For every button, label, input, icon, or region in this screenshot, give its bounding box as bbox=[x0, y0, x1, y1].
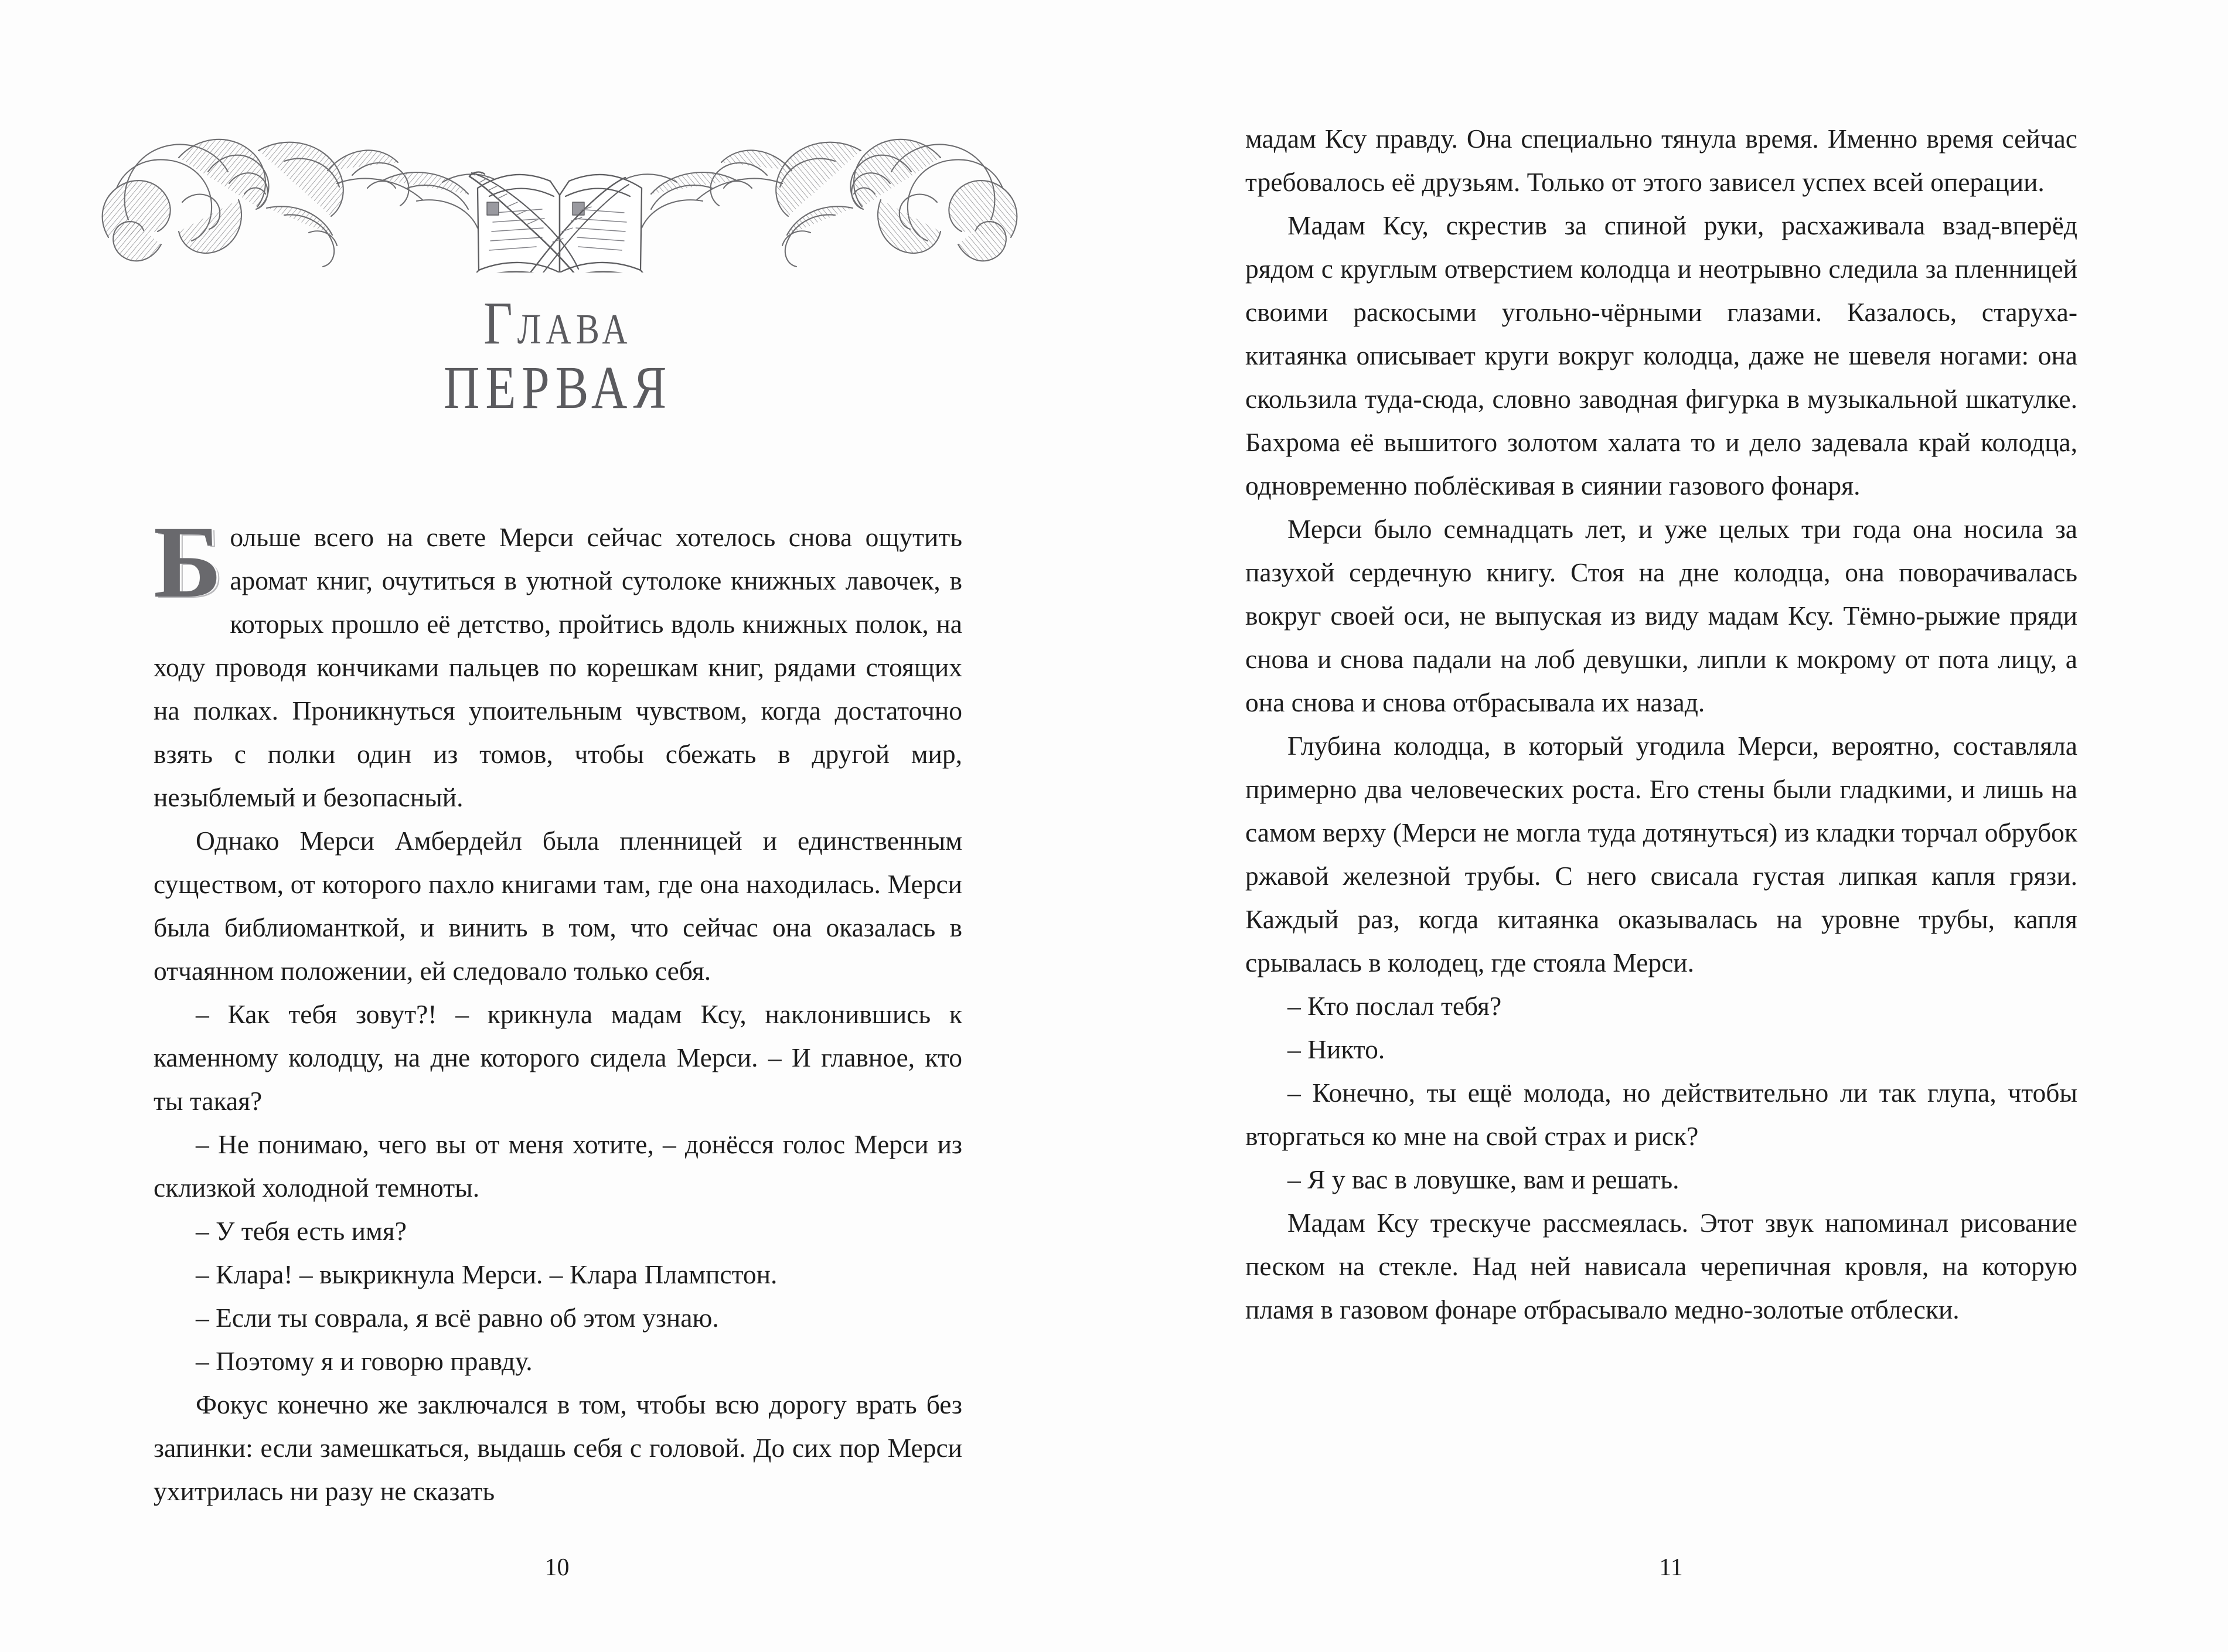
chapter-title-line-2: ПЕРВАЯ bbox=[443, 354, 673, 421]
paragraph: мадам Ксу правду. Она специально тянула время. Именно время сейчас требовалось её друзьям. Только от этого зависел успех всей операции. bbox=[1245, 124, 2077, 197]
page-number-left bbox=[0, 1554, 1114, 1582]
paragraph: – Конечно, ты ещё молода, но действительно ли так глупа, чтобы вторгаться ко мне на свой страх и риск? bbox=[1245, 1078, 2077, 1151]
open-book-icon bbox=[469, 172, 649, 273]
paragraph: Однако Мерси Амбердейл была пленницей и единственным существом, от которого пахло книгами там, где она находилась. Мерси была библиоманткой, и винить в том, что сейчас она оказалась в отчаянном положении, ей следовало только себя. bbox=[154, 826, 962, 986]
right-page-text bbox=[1245, 117, 2077, 1331]
paragraph: Мадам Ксу, скрестив за спиной руки, расхаживала взад-вперёд рядом с круглым отверстием колодца и неотрывно следила за пленницей своими раскосыми угольно-чёрными глазами. Казалось, старуха-китаянка описывает круги вокруг колодца, даже не шевеля ногами: она скользила туда-сюда, словно заводная фигурка в музыкальной шкатулке. Бахрома её вышитого золотом халата то и дело задевала край колодца, одновременно поблёскивая в сиянии газового фонаря. bbox=[1245, 210, 2077, 500]
paragraph bbox=[154, 505, 962, 819]
page-number-right bbox=[1114, 1554, 2228, 1582]
paragraph: – Как тебя зовут?! – крикнула мадам Ксу, наклонившись к каменному колодцу, на дне которого сидела Мерси. – И главное, кто ты такая? bbox=[154, 999, 962, 1116]
paragraph: Глубина колодца, в который угодила Мерси, вероятно, составляла примерно два человеческих роста. Его стены были гладкими, и лишь на самом верху (Мерси не могла туда дотянуться) из кладки торчал обрубок ржавой железной трубы. С него свисала густая липкая капля грязи. Каждый раз, когда китаянка оказывалась на уровне трубы, капля срывалась в колодец, где стояла Мерси. bbox=[1245, 731, 2077, 977]
paragraph: – Не понимаю, чего вы от меня хотите, – донёсся голос Мерси из склизкой холодной темноты. bbox=[154, 1129, 962, 1203]
paragraph: – Я у вас в ловушке, вам и решать. bbox=[1287, 1164, 1679, 1194]
left-page-text bbox=[154, 505, 962, 1513]
paragraph: – Клара! – выкрикнула Мерси. – Клара Плампстон. bbox=[196, 1259, 778, 1289]
paragraph: – Поэтому я и говорю правду. bbox=[196, 1346, 533, 1376]
chapter-ornament bbox=[91, 26, 1028, 273]
drop-cap: Б bbox=[154, 505, 222, 619]
folio-value: 11 bbox=[1659, 1554, 1683, 1581]
paragraph: Мадам Ксу трескуче рассмеялась. Этот звук напоминал рисование песком на стекле. Над ней нависала черепичная кровля, на которую пламя в газовом фонаре отбрасывало медно-золотые отблески. bbox=[1245, 1208, 2077, 1324]
chapter-title bbox=[154, 289, 962, 421]
paragraph: Мерси было семнадцать лет, и уже целых три года она носила за пазухой сердечную книгу. Стоя на дне колодца, она поворачивалась вокруг своей оси, не выпуская из виду мадам Ксу. Тёмно-рыжие пряди снова и снова падали на лоб девушки, липли к мокрому от пота лицу, а она снова и снова отбрасывала их назад. bbox=[1245, 514, 2077, 717]
paragraph: – Если ты соврала, я всё равно об этом узнаю. bbox=[196, 1303, 719, 1333]
folio-value: 10 bbox=[544, 1554, 570, 1581]
paragraph: – У тебя есть имя? bbox=[196, 1216, 407, 1246]
paragraph: – Никто. bbox=[1287, 1034, 1385, 1064]
ornament-right-arm bbox=[608, 139, 1017, 267]
paragraph-text: ольше всего на свете Мерси сейчас хотелось снова ощутить аромат книг, очутиться в уютной сутолоке книжных лавочек, в которых прошло её детство, пройтись вдоль книжных полок, на ходу проводя кончиками пальцев по корешкам книг, рядами стоящих на полках. Проникнуться упоительным чувством, когда достаточно взять с полки один из томов, чтобы сбежать в другой мир, незыблемый и безопасный. bbox=[154, 522, 962, 812]
right-page bbox=[1114, 0, 2228, 1652]
paragraph: – Кто послал тебя? bbox=[1287, 991, 1502, 1021]
ornament-left-arm bbox=[103, 139, 512, 267]
paragraph: Фокус конечно же заключался в том, чтобы всю дорогу врать без запинки: если замешкаться, выдашь себя с головой. До сих пор Мерси ухитрилась ни разу не сказать bbox=[154, 1389, 962, 1506]
chapter-title-line-1: Глава bbox=[483, 289, 632, 357]
